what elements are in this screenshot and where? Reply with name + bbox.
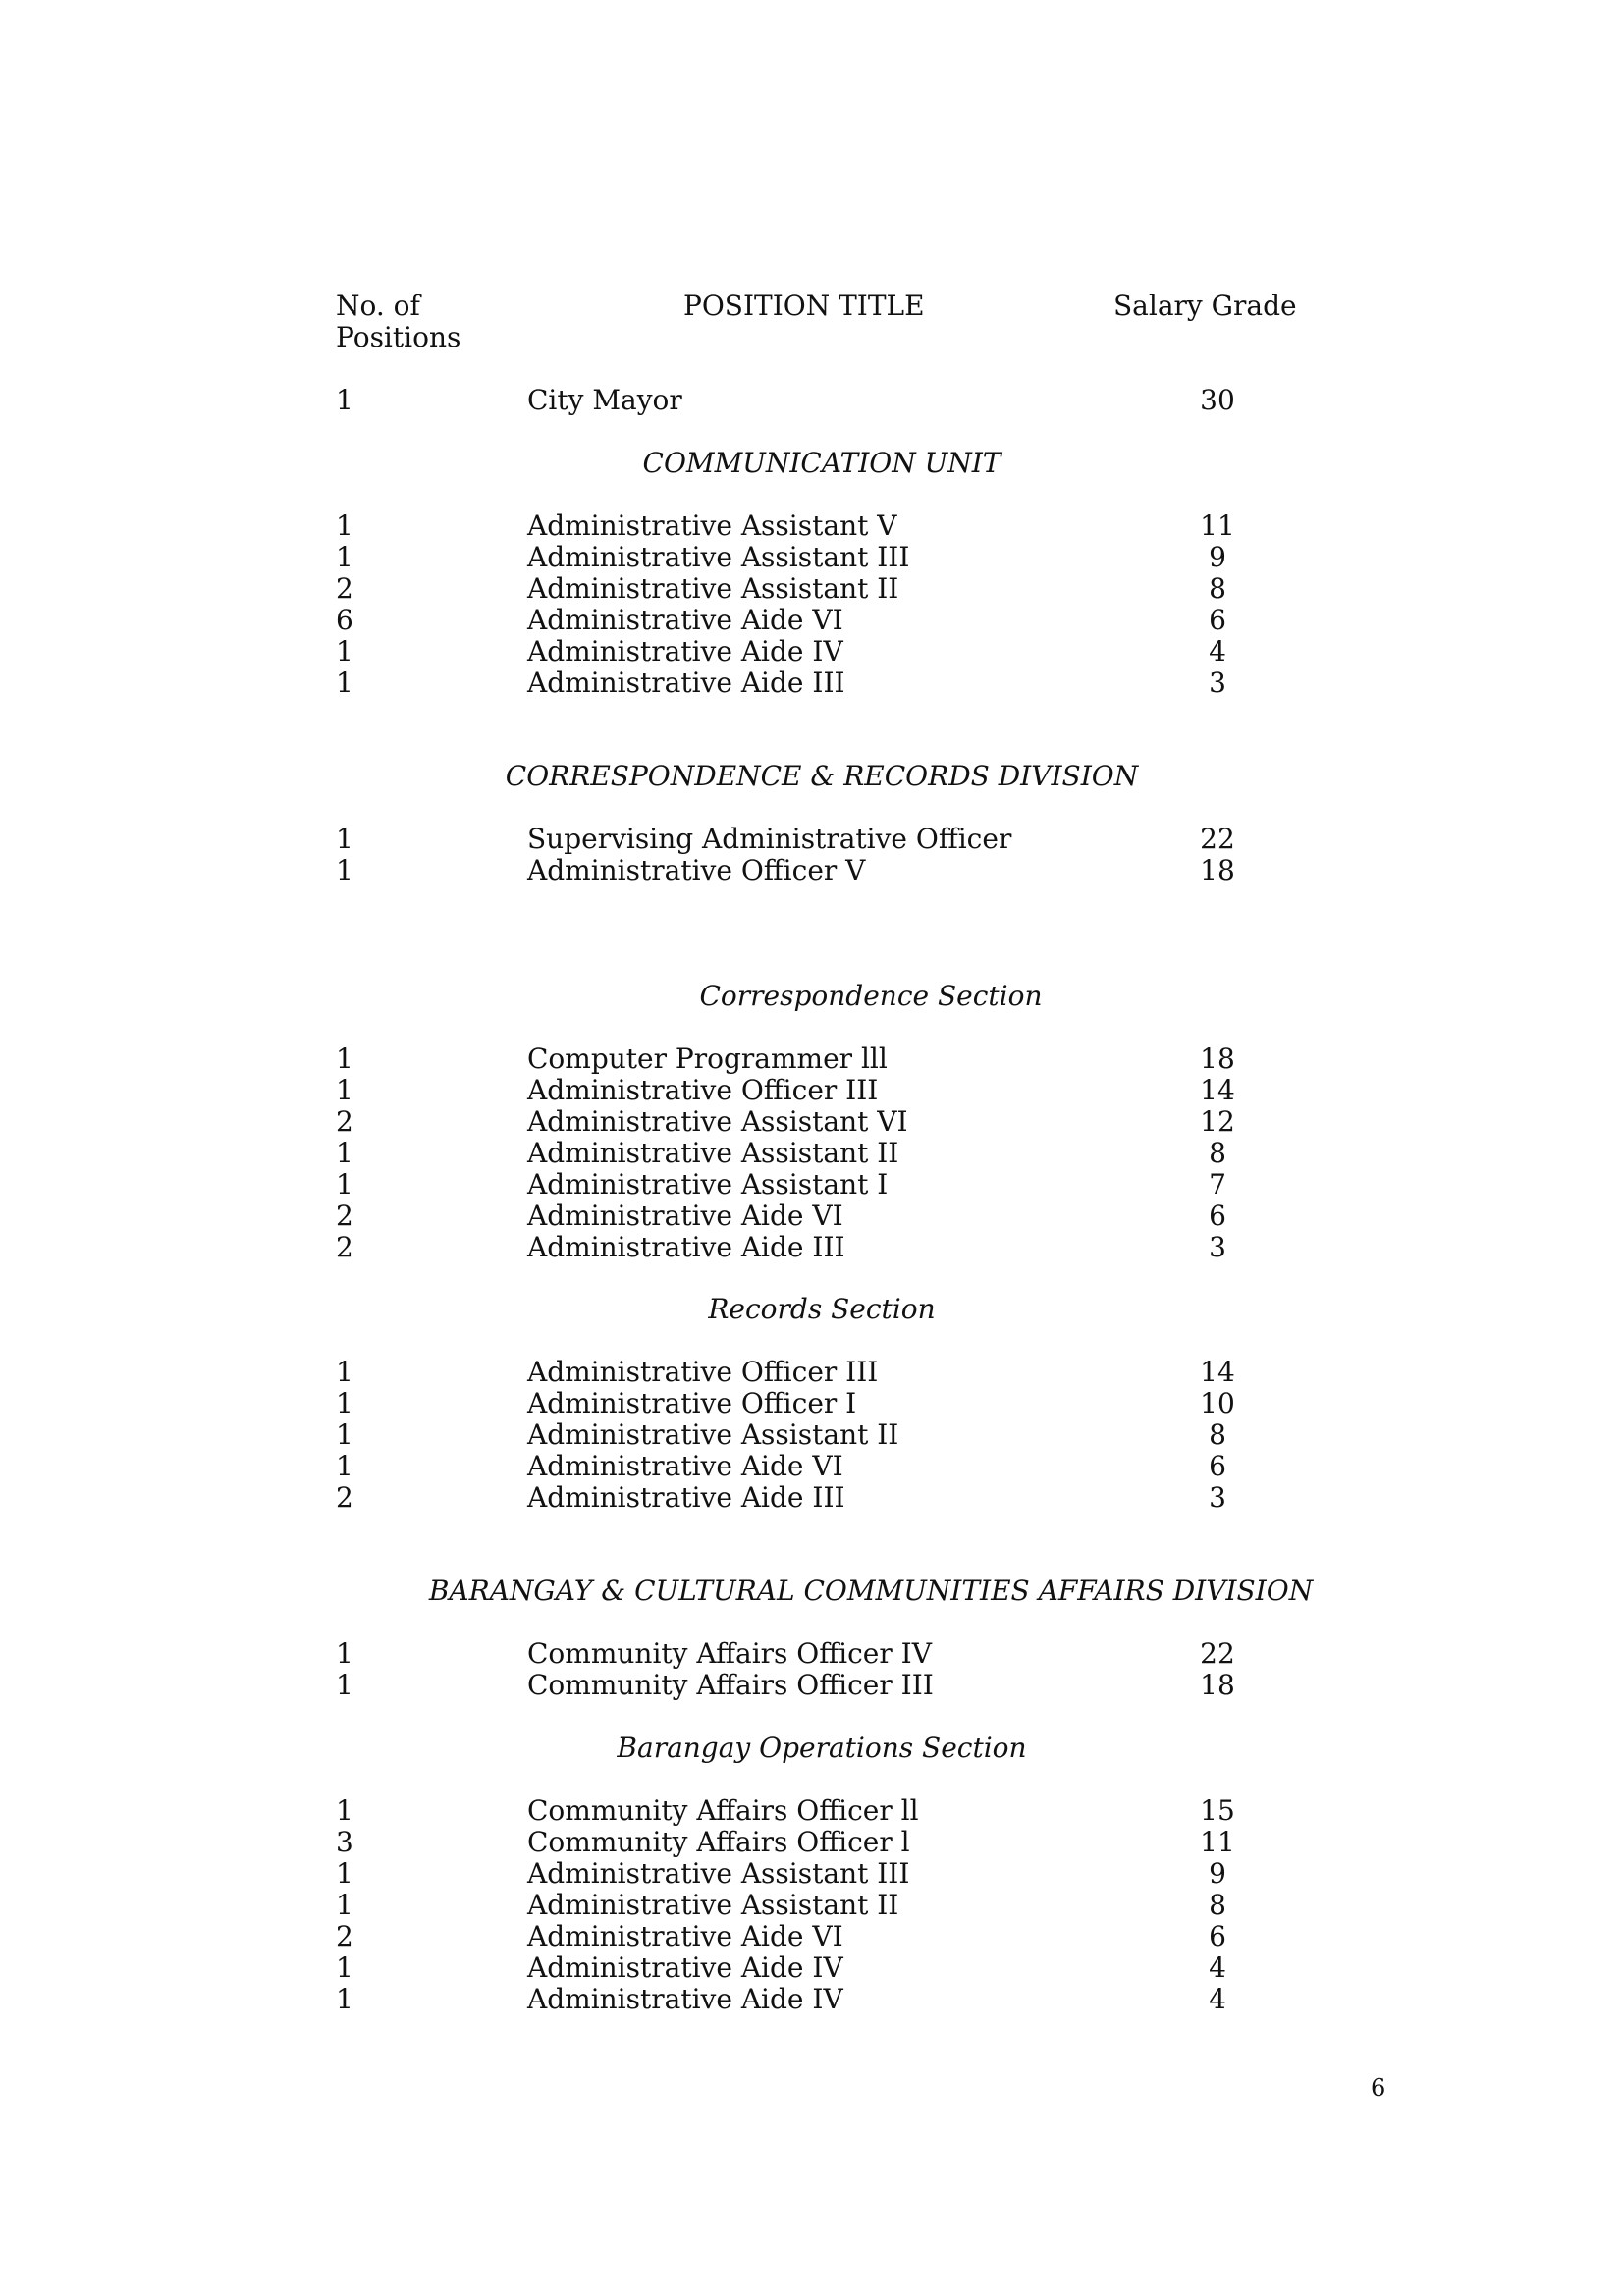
section-heading: Barangay Operations Section [617, 1732, 1027, 1764]
row-grade: 18 [1200, 1042, 1235, 1075]
row-number: 1 [336, 1637, 353, 1670]
section-heading: BARANGAY & CULTURAL COMMUNITIES AFFAIRS DIVISION [428, 1575, 1314, 1607]
row-title: Administrative Assistant II [527, 1418, 899, 1451]
row-title: Administrative Assistant III [527, 1857, 910, 1890]
row-number: 1 [336, 509, 353, 542]
row-number: 1 [336, 823, 353, 855]
row-number: 1 [336, 1669, 353, 1701]
row-title: Administrative Assistant V [527, 509, 897, 542]
page-number: 6 [1371, 2074, 1386, 2102]
row-title: Community Affairs Officer ll [527, 1794, 919, 1827]
row-title: Administrative Aide III [527, 1481, 845, 1514]
column-header-position-title: POSITION TITLE [683, 290, 925, 322]
row-number: 1 [336, 1168, 353, 1201]
row-number: 1 [336, 1387, 353, 1419]
row-number: 1 [336, 1983, 353, 2015]
row-number: 6 [336, 604, 353, 636]
row-title: Administrative Aide VI [527, 1200, 843, 1232]
row-number: 1 [336, 1137, 353, 1169]
row-title: Administrative Aide VI [527, 1450, 843, 1482]
row-title: Administrative Officer I [527, 1387, 857, 1419]
row-grade: 11 [1200, 1826, 1235, 1858]
row-title: Administrative Assistant II [527, 572, 899, 605]
row-number: 2 [336, 1481, 353, 1514]
row-title: Administrative Assistant VI [527, 1105, 908, 1138]
row-grade: 9 [1209, 541, 1226, 573]
row-grade: 8 [1209, 1137, 1226, 1169]
row-number: 1 [336, 1042, 353, 1075]
row-grade: 12 [1200, 1105, 1235, 1138]
row-grade: 3 [1209, 1481, 1226, 1514]
row-grade: 10 [1200, 1387, 1235, 1419]
row-number: 3 [336, 1826, 353, 1858]
row-grade: 8 [1209, 1889, 1226, 1921]
row-number: 1 [336, 667, 353, 699]
row-grade: 22 [1200, 823, 1235, 855]
row-grade: 9 [1209, 1857, 1226, 1890]
row-number: 1 [336, 541, 353, 573]
row-title: Administrative Officer V [527, 854, 866, 886]
row-grade: 6 [1209, 604, 1226, 636]
row-number: 1 [336, 1951, 353, 1984]
row-number: 1 [336, 854, 353, 886]
row-title: Administrative Assistant II [527, 1889, 899, 1921]
row-title: Administrative Officer III [527, 1074, 879, 1106]
row-number: 1 [336, 1889, 353, 1921]
row-grade: 15 [1200, 1794, 1235, 1827]
row-title: Administrative Officer III [527, 1356, 879, 1388]
row-title: Administrative Aide IV [527, 635, 843, 667]
section-heading: CORRESPONDENCE & RECORDS DIVISION [505, 760, 1139, 792]
row-grade: 3 [1209, 1231, 1226, 1263]
row-title: Administrative Assistant II [527, 1137, 899, 1169]
row-title: Administrative Aide VI [527, 604, 843, 636]
row-grade: 30 [1200, 384, 1235, 416]
row-grade: 3 [1209, 667, 1226, 699]
row-grade: 11 [1200, 509, 1235, 542]
row-grade: 7 [1209, 1168, 1226, 1201]
row-title: Administrative Aide VI [527, 1920, 843, 1952]
row-grade: 6 [1209, 1200, 1226, 1232]
column-header-salary-grade: Salary Grade [1113, 290, 1297, 322]
row-grade: 6 [1209, 1450, 1226, 1482]
row-number: 1 [336, 1450, 353, 1482]
row-number: 1 [336, 1794, 353, 1827]
row-number: 1 [336, 635, 353, 667]
row-number: 2 [336, 1231, 353, 1263]
row-title: Community Affairs Officer l [527, 1826, 910, 1858]
row-title: Community Affairs Officer III [527, 1669, 934, 1701]
row-grade: 14 [1200, 1356, 1235, 1388]
row-number: 1 [336, 1857, 353, 1890]
row-grade: 4 [1209, 1951, 1226, 1984]
row-grade: 8 [1209, 572, 1226, 605]
row-number: 1 [336, 384, 353, 416]
row-title: Computer Programmer lll [527, 1042, 888, 1075]
row-number: 2 [336, 1920, 353, 1952]
row-grade: 14 [1200, 1074, 1235, 1106]
row-number: 2 [336, 572, 353, 605]
row-title: Administrative Aide III [527, 1231, 845, 1263]
row-grade: 18 [1200, 854, 1235, 886]
column-header-positions: Positions [336, 321, 461, 353]
row-number: 1 [336, 1074, 353, 1106]
row-title: Administrative Aide IV [527, 1951, 843, 1984]
row-grade: 4 [1209, 635, 1226, 667]
row-grade: 6 [1209, 1920, 1226, 1952]
row-title: Administrative Assistant I [527, 1168, 889, 1201]
row-title: City Mayor [527, 384, 682, 416]
section-heading: COMMUNICATION UNIT [642, 447, 1001, 479]
row-grade: 8 [1209, 1418, 1226, 1451]
column-header-no-of: No. of [336, 290, 420, 322]
row-title: Community Affairs Officer IV [527, 1637, 932, 1670]
row-number: 1 [336, 1356, 353, 1388]
row-grade: 4 [1209, 1983, 1226, 2015]
section-heading: Records Section [708, 1293, 936, 1325]
row-number: 2 [336, 1200, 353, 1232]
row-title: Administrative Aide III [527, 667, 845, 699]
row-grade: 18 [1200, 1669, 1235, 1701]
section-heading: Correspondence Section [699, 980, 1043, 1012]
row-number: 2 [336, 1105, 353, 1138]
row-number: 1 [336, 1418, 353, 1451]
row-title: Supervising Administrative Officer [527, 823, 1012, 855]
row-title: Administrative Assistant III [527, 541, 910, 573]
row-title: Administrative Aide IV [527, 1983, 843, 2015]
row-grade: 22 [1200, 1637, 1235, 1670]
